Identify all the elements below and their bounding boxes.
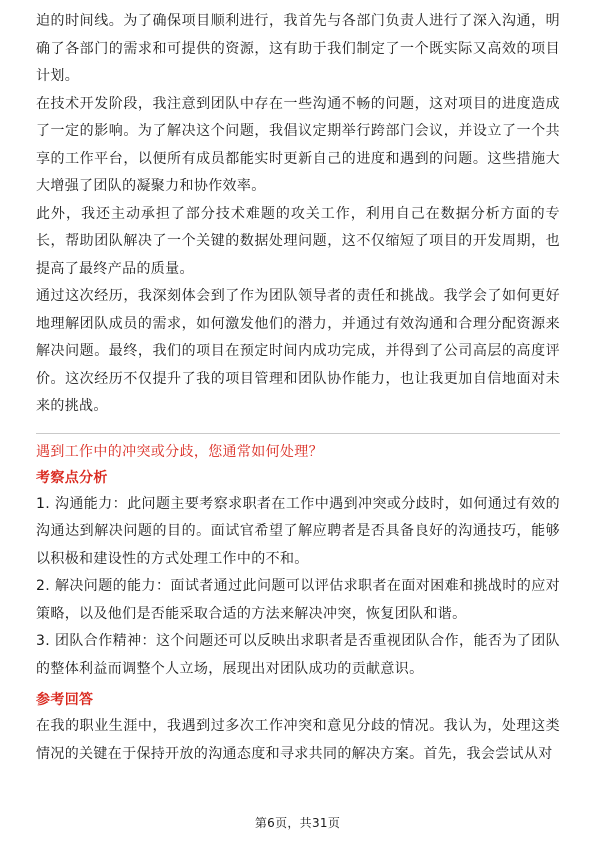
body-paragraph: 在技术开发阶段，我注意到团队中存在一些沟通不畅的问题，这对项目的进度造成了一定的影响。为了解决这个问题，我倡议定期举行跨部门会议，并设立了一个共享的工作平台，以便所有成员都能实时更新自己的进度和遇到的问题。这些措施大大增强了团队的凝聚力和协作效率。 xyxy=(36,95,560,194)
analysis-heading: 考察点分析 xyxy=(36,469,108,486)
body-paragraph: 迫的时间线。为了确保项目顺利进行，我首先与各部门负责人进行了深入沟通，明确了各部门的需求和可提供的资源，这有助于我们制定了一个既实际又高效的项目计划。 xyxy=(36,13,560,84)
body-paragraph: 通过这次经历，我深刻体会到了作为团队领导者的责任和挑战。我学会了如何更好地理解团队成员的需求，如何激发他们的潜力，并通过有效沟通和合理分配资源来解决问题。最终，我们的项目在预定时间内成功完成，并得到了公司高层的高度评价。这次经历不仅提升了我的项目管理和团队协作能力，也让我更加自信地面对未来的挑战。 xyxy=(36,288,560,414)
analysis-point: 3. 团队合作精神：这个问题还可以反映出求职者是否重视团队合作，能否为了团队的整体利益而调整个人立场，展现出对团队成功的贡献意识。 xyxy=(36,633,560,677)
analysis-point: 2. 解决问题的能力：面试者通过此问题可以评估求职者在面对困难和挑战时的应对策略，以及他们是否能采取合适的方法来解决冲突，恢复团队和谐。 xyxy=(36,578,560,622)
answer-text: 在我的职业生涯中，我遇到过多次工作冲突和意见分歧的情况。我认为，处理这类情况的关键在于保持开放的沟通态度和寻求共同的解决方案。首先，我会尝试从对 xyxy=(36,718,560,762)
answer-heading: 参考回答 xyxy=(36,692,94,708)
interview-question: 遇到工作中的冲突或分歧，您通常如何处理？ xyxy=(36,443,323,460)
analysis-point: 1. 沟通能力：此问题主要考察求职者在工作中遇到冲突或分歧时，如何通过有效的沟通达到解决问题的目的。面试官希望了解应聘者是否具备良好的沟通技巧，能够以积极和建设性的方式处理工作中的不和。 xyxy=(36,495,560,567)
section-divider xyxy=(36,433,560,434)
body-paragraph: 此外，我还主动承担了部分技术难题的攻关工作，利用自己在数据分析方面的专长，帮助团队解决了一个关键的数据处理问题，这不仅缩短了项目的开发周期，也提高了最终产品的质量。 xyxy=(36,205,560,277)
page-number: 第6页，共31页 xyxy=(254,816,341,830)
document-page xyxy=(36,8,560,768)
